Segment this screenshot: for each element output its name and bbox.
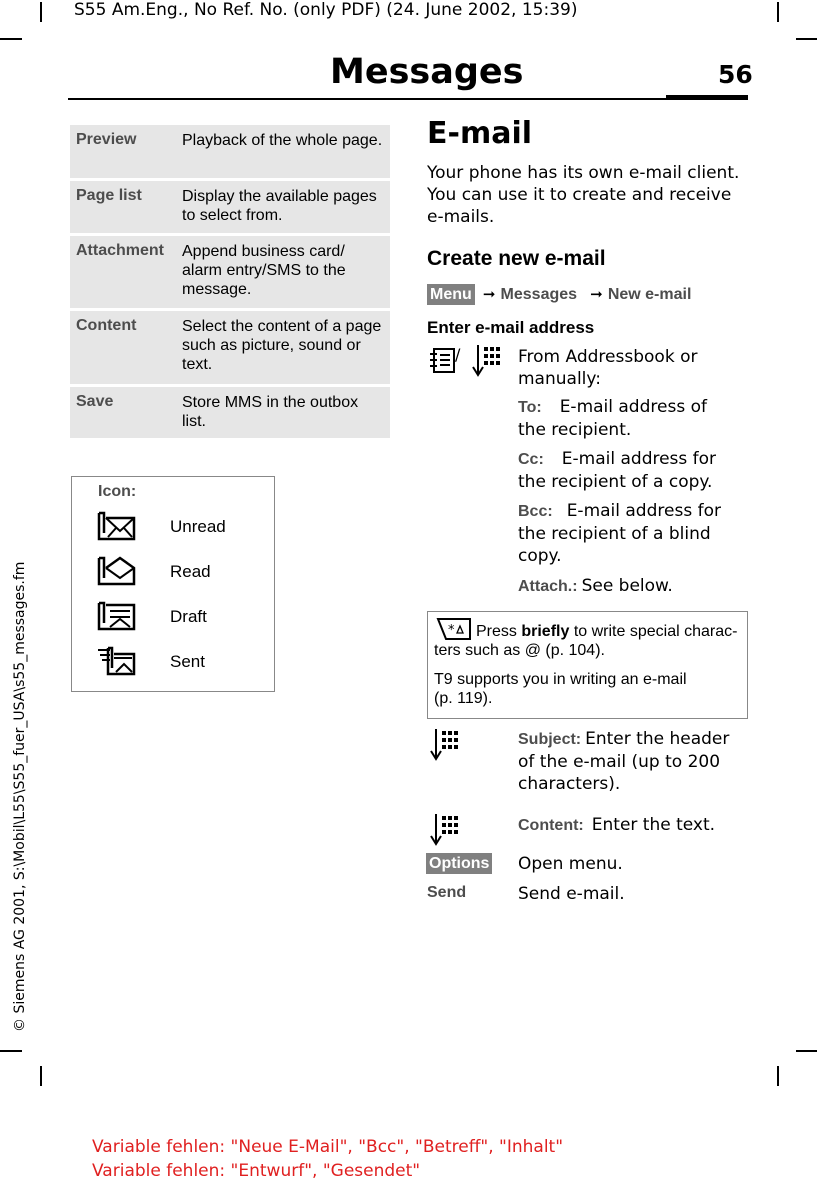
envelope-sent-icon xyxy=(96,644,136,678)
page-number: 56 xyxy=(718,60,753,89)
content-row xyxy=(518,814,740,837)
warning-line: Variable fehlen: "Neue E-Mail", "Bcc", "Betreff", "Inhalt" xyxy=(92,1137,564,1157)
field-key: Attach.: xyxy=(518,578,578,595)
subject-row xyxy=(518,728,740,795)
envelope-read-icon xyxy=(96,554,136,588)
field-key: To: xyxy=(518,399,542,416)
keypad-icon xyxy=(428,727,458,761)
crop-mark xyxy=(796,38,817,40)
table-row xyxy=(70,309,390,385)
page-title: Messages xyxy=(330,52,524,92)
send-softkey[interactable]: Send xyxy=(427,884,467,901)
note-t9: T9 supports you in writing an e-mail (p. 119). xyxy=(434,671,687,707)
crop-mark xyxy=(0,38,22,40)
options-desc: Open menu. xyxy=(518,854,623,874)
email-intro: Your phone has its own e-mail client. You can use it to create and receive e-mails. xyxy=(427,163,740,227)
field-attach xyxy=(518,575,733,598)
side-copyright-note: © Siemens AG 2001, S:\Mobil\L55\S55_fuer_USA\s55_messages.fm xyxy=(12,561,28,1032)
options-table xyxy=(70,125,390,441)
field-bcc xyxy=(518,500,733,567)
addressbook-icon xyxy=(428,345,461,374)
envelope-draft-icon xyxy=(96,599,136,633)
field-desc: E-mail address for the recipient of a copy. xyxy=(518,449,717,492)
crop-mark xyxy=(40,1066,42,1086)
table-row xyxy=(70,234,390,309)
table-row xyxy=(70,385,390,439)
envelope-unread-icon xyxy=(96,509,136,543)
icon-label: Unread xyxy=(170,517,226,536)
keypad-icon xyxy=(428,812,458,846)
option-key: Preview xyxy=(70,125,176,179)
field-to xyxy=(518,396,733,441)
email-heading: E-mail xyxy=(427,116,533,151)
path-arrow: ➞ xyxy=(590,285,603,303)
field-cc xyxy=(518,448,733,493)
menu-path xyxy=(427,284,747,305)
option-value: Playback of the whole page. xyxy=(176,125,390,179)
path-step-messages: Messages xyxy=(500,286,578,303)
option-key: Save xyxy=(70,385,176,439)
field-key: Cc: xyxy=(518,451,544,468)
note-press: Press xyxy=(476,623,517,640)
option-value: Append business card/ alarm entry/SMS to the message. xyxy=(176,234,390,309)
field-key: Bcc: xyxy=(518,503,553,520)
address-description: From Addressbook or manually: xyxy=(518,347,698,389)
table-row xyxy=(70,179,390,234)
content-desc: Enter the text. xyxy=(591,815,716,835)
field-desc: E-mail address of the recipient. xyxy=(518,397,707,440)
list-item xyxy=(96,554,266,590)
subject-desc: Enter the header of the e-mail (up to 200 characters). xyxy=(518,729,730,794)
warning-line: Variable fehlen: "Entwurf", "Gesendet" xyxy=(92,1161,421,1181)
menu-softkey[interactable]: Menu xyxy=(427,284,475,305)
send-desc: Send e-mail. xyxy=(518,884,625,904)
path-arrow: ➞ xyxy=(482,285,496,303)
icon-label: Sent xyxy=(170,652,205,671)
header-rule-thick xyxy=(666,95,748,99)
note-briefly: briefly xyxy=(521,623,570,640)
path-step-new-email: New e-mail xyxy=(607,286,692,303)
list-item xyxy=(96,509,266,545)
note-text xyxy=(434,622,742,660)
crop-mark xyxy=(796,1050,817,1052)
options-softkey[interactable]: Options xyxy=(426,853,492,874)
crop-mark xyxy=(777,2,779,22)
icon-legend-title: Icon: xyxy=(98,483,137,500)
icon-legend-box xyxy=(71,476,275,692)
crop-mark xyxy=(777,1066,779,1086)
table-row xyxy=(70,125,390,179)
crop-mark xyxy=(40,2,42,22)
field-desc: E-mail address for the recipient of a blind copy. xyxy=(518,501,721,566)
option-key: Content xyxy=(70,309,176,385)
option-value: Select the content of a page such as picture, sound or text. xyxy=(176,309,390,385)
subject-key: Subject: xyxy=(518,731,582,748)
slash-separator: / xyxy=(455,345,461,364)
icon-label: Draft xyxy=(170,607,207,626)
document-header: S55 Am.Eng., No Ref. No. (only PDF) (24. June 2002, 15:39) xyxy=(74,0,578,20)
keypad-icon xyxy=(470,343,500,377)
svg-text:*: * xyxy=(448,623,455,638)
field-desc: See below. xyxy=(581,576,673,596)
option-key: Attachment xyxy=(70,234,176,309)
note-rest: to write special charac-ters such as @ (p. 104). xyxy=(434,623,738,659)
enter-address-label: Enter e-mail address xyxy=(427,318,595,337)
note-box xyxy=(427,611,748,719)
content-key: Content: xyxy=(518,817,584,834)
header-rule xyxy=(68,98,748,100)
list-item xyxy=(96,599,266,635)
list-item xyxy=(96,644,266,680)
option-key: Page list xyxy=(70,179,176,234)
option-value: Store MMS in the outbox list. xyxy=(176,385,390,439)
crop-mark xyxy=(0,1050,22,1052)
option-value: Display the available pages to select from. xyxy=(176,179,390,234)
icon-label: Read xyxy=(170,562,211,581)
create-email-subheading: Create new e-mail xyxy=(427,247,606,270)
